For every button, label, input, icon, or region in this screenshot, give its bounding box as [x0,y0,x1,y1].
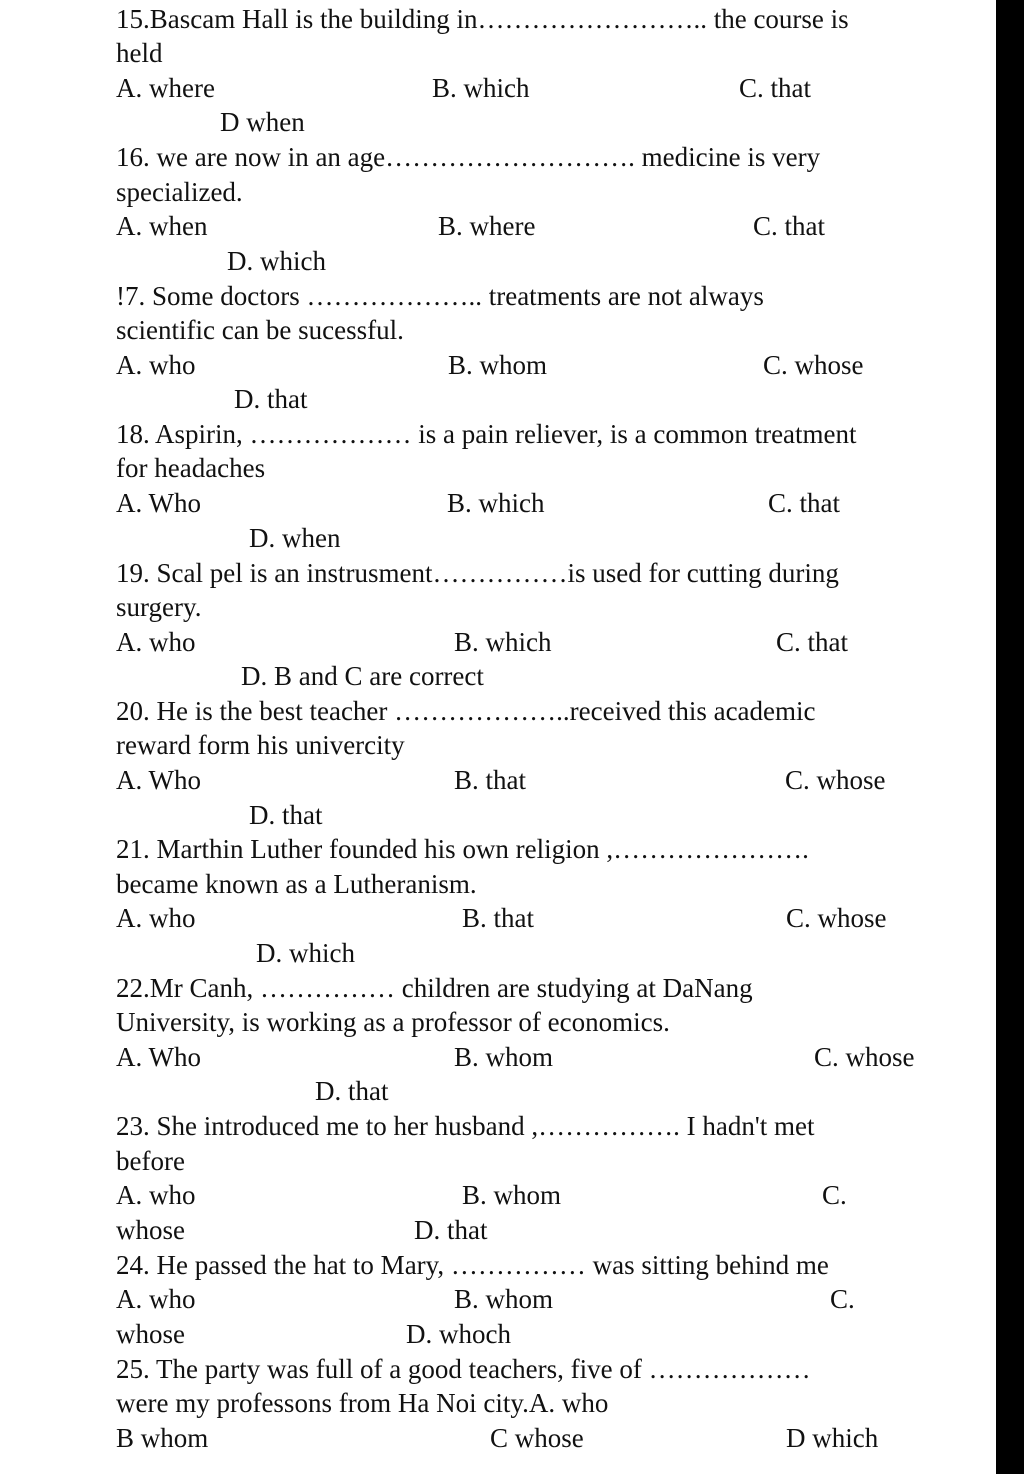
question-21-option-b: B. that [462,903,534,933]
question-24-option-d: D. whoch [406,1319,511,1349]
question-22-option-b: B. whom [454,1042,554,1072]
question-17-option-a: A. who [116,350,196,380]
question-18-line-1: 18. Aspirin, ……………… is a pain reliever, is a common treatment [116,419,857,449]
question-22-option-a: A. Who [116,1042,201,1072]
question-21-line-2: became known as a Lutheranism. [116,869,477,899]
question-24-option-b: B. whom [454,1284,554,1314]
question-16-option-c: C. that [753,211,825,241]
question-23-option-c: C. [822,1180,847,1210]
question-20-line-2: reward form his univercity [116,730,405,760]
question-19-option-c: C. that [776,627,848,657]
question-23-line-2: before [116,1146,185,1176]
question-21-option-c: C. whose [786,903,887,933]
question-21-option-a: A. who [116,903,196,933]
question-21-option-d: D. which [256,938,355,968]
question-18-option-a: A. Who [116,488,201,518]
question-15-option-d: D when [220,107,305,137]
question-24-option-c-continued: whose [116,1319,185,1349]
right-edge-border [996,0,1024,1474]
question-25-option-b: B whom [116,1423,209,1453]
question-22-option-c: C. whose [814,1042,915,1072]
question-23-option-b: B. whom [462,1180,562,1210]
question-23-option-a: A. who [116,1180,196,1210]
question-16-line-1: 16. we are now in an age………………………. medicine is very [116,142,821,172]
question-23-line-1: 23. She introduced me to her husband ,……………. I hadn't met [116,1111,815,1141]
question-20-option-c: C. whose [785,765,886,795]
question-24-option-c: C. [830,1284,855,1314]
question-24-option-a: A. who [116,1284,196,1314]
question-18-option-b: B. which [447,488,545,518]
question-21-line-1: 21. Marthin Luther founded his own religion ,…………………. [116,834,809,864]
question-20-option-b: B. that [454,765,526,795]
question-23-option-c-continued: whose [116,1215,185,1245]
question-25-line-2: were my professons from Ha Noi city.A. who [116,1388,609,1418]
question-15-option-b: B. which [432,73,530,103]
question-24-line-1: 24. He passed the hat to Mary, …………… was sitting behind me [116,1250,829,1280]
question-25-option-d: D which [786,1423,879,1453]
question-20-option-d: D. that [249,800,323,830]
question-19-option-b: B. which [454,627,552,657]
question-17-option-c: C. whose [763,350,864,380]
question-15-option-a: A. where [116,73,215,103]
question-19-option-a: A. who [116,627,196,657]
question-18-option-d: D. when [249,523,341,553]
question-16-option-a: A. when [116,211,208,241]
question-20-line-1: 20. He is the best teacher ………………..received this academic [116,696,816,726]
question-19-option-d: D. B and C are correct [241,661,484,691]
question-20-option-a: A. Who [116,765,201,795]
question-25-line-1: 25. The party was full of a good teachers, five of ……………… [116,1354,811,1384]
question-17-line-2: scientific can be sucessful. [116,315,404,345]
question-23-option-d: D. that [414,1215,488,1245]
question-16-option-d: D. which [227,246,326,276]
question-22-line-2: University, is working as a professor of economics. [116,1007,670,1037]
question-22-line-1: 22.Mr Canh, …………… children are studying at DaNang [116,973,753,1003]
question-15-line-1: 15.Bascam Hall is the building in…………………….. the course is [116,4,849,34]
question-15-line-2: held [116,38,163,68]
question-22-option-d: D. that [315,1076,389,1106]
question-19-line-1: 19. Scal pel is an instrusment……………is used for cutting during [116,558,839,588]
question-18-line-2: for headaches [116,453,266,483]
question-16-line-2: specialized. [116,177,243,207]
question-17-option-b: B. whom [448,350,548,380]
question-16-option-b: B. where [438,211,536,241]
question-18-option-c: C. that [768,488,840,518]
question-19-line-2: surgery. [116,592,202,622]
question-17-option-d: D. that [234,384,308,414]
question-25-option-c: C whose [490,1423,584,1453]
question-17-line-1: !7. Some doctors ……………….. treatments are not always [116,281,764,311]
question-15-option-c: C. that [739,73,811,103]
